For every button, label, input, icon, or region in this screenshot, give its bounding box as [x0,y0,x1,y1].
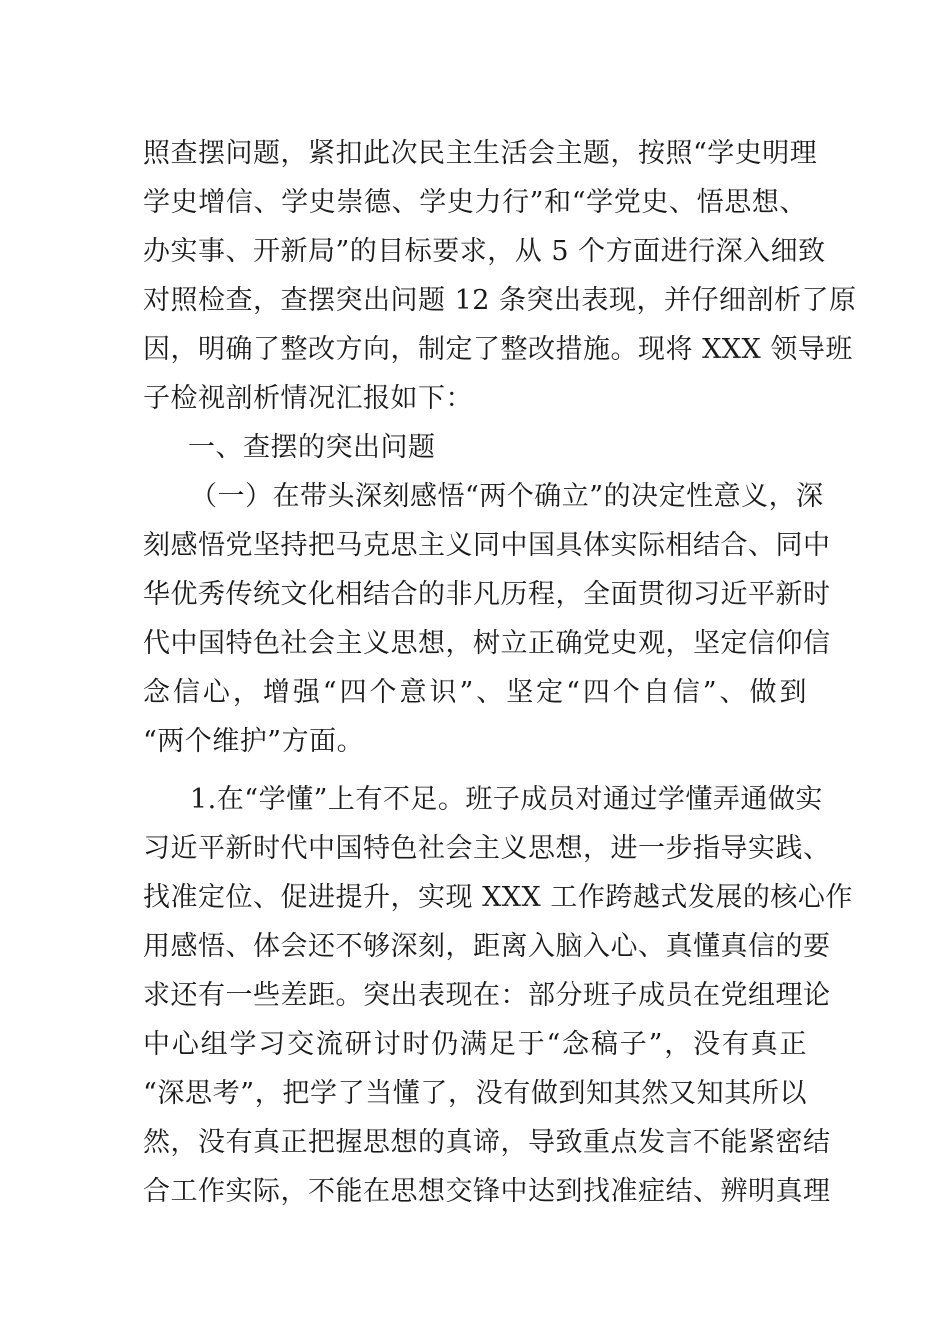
text-line: 用感悟、体会还不够深刻，距离入脑入心、真懂真信的要 [143,931,831,962]
text-line: 中心组学习交流研讨时仍满足于“念稿子”，没有真正 [143,1029,807,1060]
text-line: 念信心，增强“四个意识”、坚定“四个自信”、做到 [143,677,807,708]
item-heading: 1.在“学懂”上有不足。班子成员对通过学懂弄通做实 [190,784,823,815]
text-line: “两个维护”方面。 [143,726,365,757]
text-line: 办实事、开新局”的目标要求，从 5 个方面进行深入细致 [143,236,826,267]
text-line: 代中国特色社会主义思想，树立正确党史观，坚定信仰信 [143,628,831,659]
text-line: 照查摆问题，紧扣此次民主生活会主题，按照“学史明理 [143,138,818,169]
text-line: 学史增信、学史崇德、学史力行”和“学党史、悟思想、 [143,187,807,218]
text-line: 然，没有真正把握思想的真谛，导致重点发言不能紧密结 [143,1127,831,1158]
text-line: 刻感悟党坚持把马克思主义同中国具体实际相结合、同中 [143,530,831,561]
text-line: 对照检查，查摆突出问题 12 条突出表现，并仔细剖析了原 [143,285,857,316]
text-line: 习近平新时代中国特色社会主义思想，进一步指导实践、 [143,833,831,864]
text-line: “深思考”，把学了当懂了，没有做到知其然又知其所以 [143,1078,807,1109]
subsection-heading: （一）在带头深刻感悟“两个确立”的决定性意义，深 [190,481,824,512]
text-line: 求还有一些差距。突出表现在：部分班子成员在党组理论 [143,980,831,1011]
text-line: 华优秀传统文化相结合的非凡历程，全面贯彻习近平新时 [143,579,831,610]
text-line: 找准定位、促进提升，实现 XXX 工作跨越式发展的核心作 [143,882,853,913]
section-heading: 一、查摆的突出问题 [188,432,436,463]
text-line: 因，明确了整改方向，制定了整改措施。现将 XXX 领导班 [143,334,853,365]
text-line: 合工作实际，不能在思想交锋中达到找准症结、辨明真理 [143,1176,831,1207]
text-line: 子检视剖析情况汇报如下： [143,383,473,414]
